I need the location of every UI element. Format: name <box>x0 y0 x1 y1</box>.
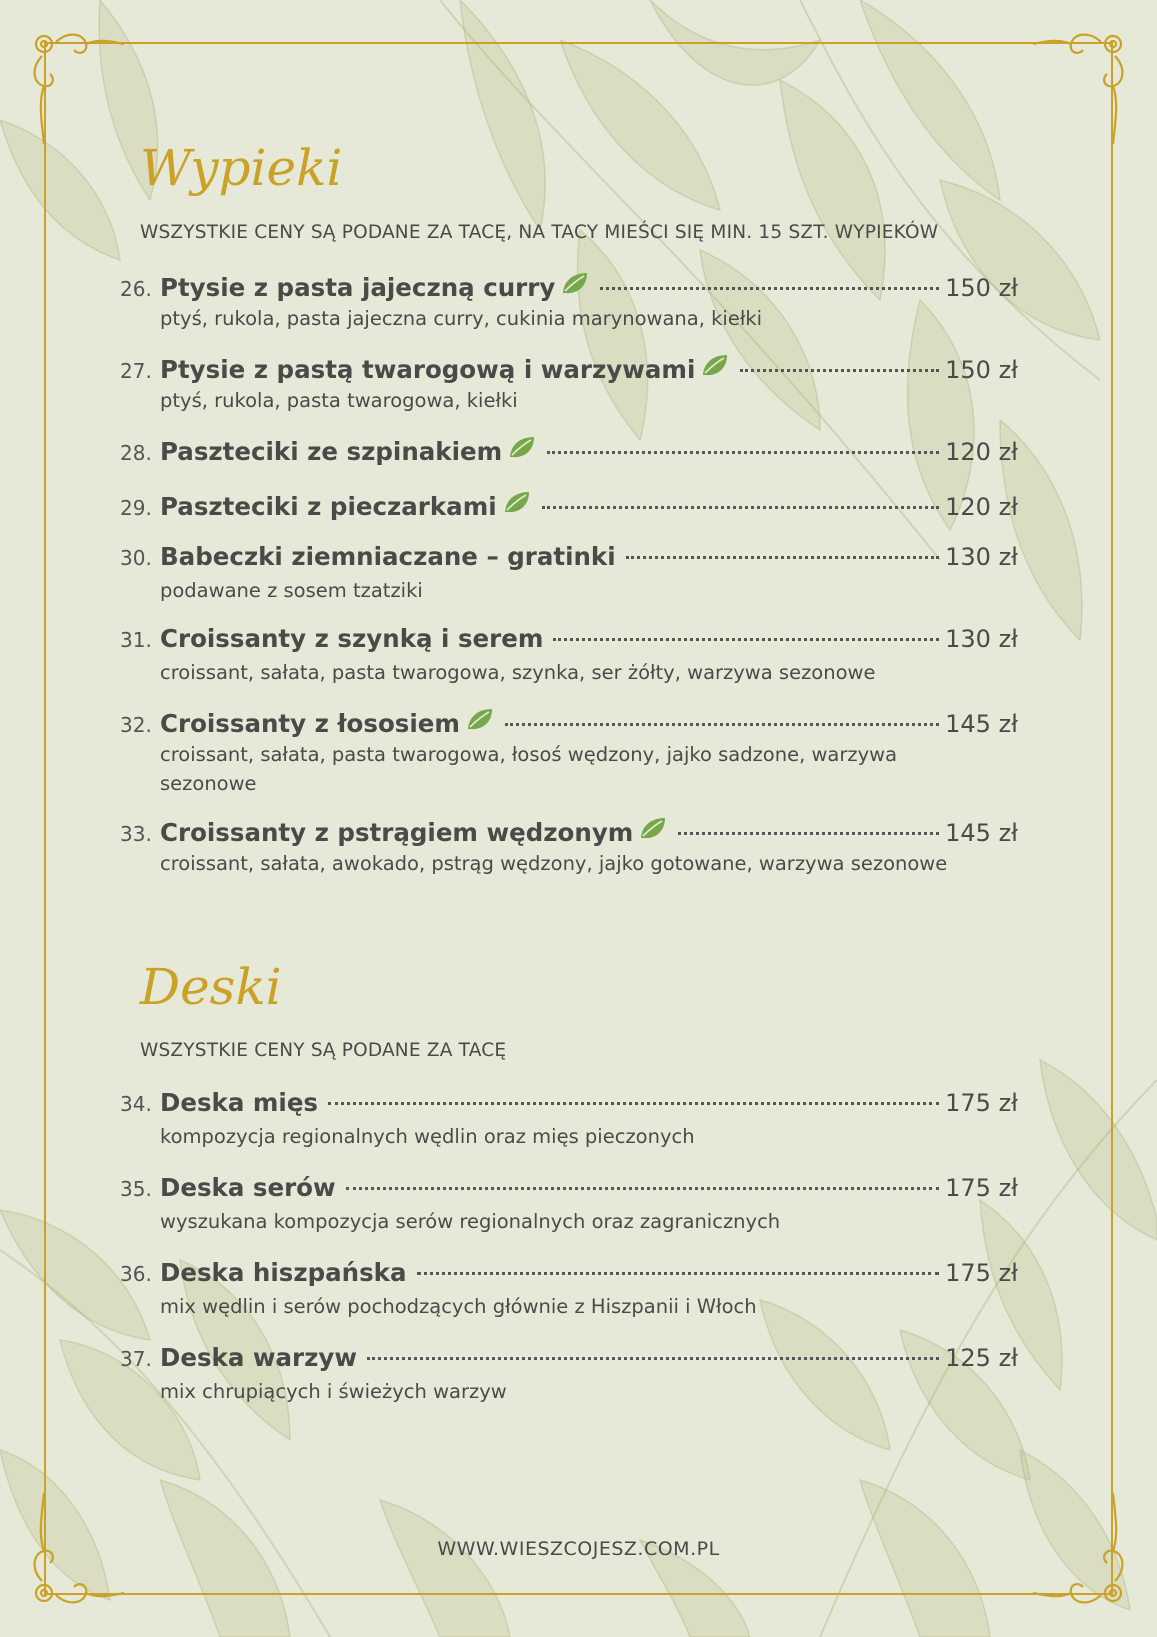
dot-leader <box>328 1102 939 1105</box>
item-number: 36. <box>120 1262 152 1286</box>
menu-item <box>120 815 1018 878</box>
dot-leader <box>417 1272 940 1275</box>
leaf-icon <box>560 270 590 296</box>
item-description: podawane z sosem tzatziki <box>160 579 423 602</box>
section-note-deski: WSZYSTKIE CENY SĄ PODANE ZA TACĘ <box>140 1040 507 1061</box>
item-price: 175 zł <box>945 1089 1018 1117</box>
item-description: wyszukana kompozycja serów regionalnych oraz zagranicznych <box>160 1210 781 1233</box>
dot-leader <box>740 369 939 372</box>
menu-item <box>120 542 1018 605</box>
item-price: 130 zł <box>945 543 1018 571</box>
section-title-deski: Deski <box>140 958 282 1016</box>
item-price: 120 zł <box>945 438 1018 466</box>
item-name: Croissanty z pstrągiem wędzonym <box>160 818 634 847</box>
menu-item <box>120 270 1018 333</box>
item-number: 26. <box>120 277 152 301</box>
menu-item <box>120 1173 1018 1236</box>
leaf-icon <box>700 352 730 378</box>
item-name: Ptysie z pastą twarogową i warzywami <box>160 355 696 384</box>
item-name: Croissanty z łososiem <box>160 709 460 738</box>
item-price: 145 zł <box>945 819 1018 847</box>
menu-item <box>120 1343 1018 1406</box>
item-price: 150 zł <box>945 274 1018 302</box>
dot-leader <box>542 506 940 509</box>
dot-leader <box>367 1357 939 1360</box>
item-description: mix wędlin i serów pochodzących głównie z Hiszpanii i Włoch <box>160 1295 757 1318</box>
section-title-wypieki: Wypieki <box>140 139 343 197</box>
item-name: Croissanty z szynką i serem <box>160 624 544 653</box>
item-price: 145 zł <box>945 710 1018 738</box>
item-price: 175 zł <box>945 1259 1018 1287</box>
item-description: croissant, sałata, pasta twarogowa, łosoś wędzony, jajko sadzone, warzywa sezonowe <box>160 743 898 795</box>
menu-item <box>120 1088 1018 1151</box>
footer-website-link[interactable]: WWW.WIESZCOJESZ.COM.PL <box>437 1538 720 1560</box>
item-number: 35. <box>120 1177 152 1201</box>
item-name: Paszteciki ze szpinakiem <box>160 437 503 466</box>
item-description: kompozycja regionalnych wędlin oraz mięs pieczonych <box>160 1125 695 1148</box>
leaf-icon <box>638 815 668 841</box>
item-price: 120 zł <box>945 493 1018 521</box>
menu-item <box>120 624 1018 687</box>
item-price: 175 zł <box>945 1174 1018 1202</box>
item-number: 30. <box>120 546 152 570</box>
item-number: 34. <box>120 1092 152 1116</box>
leaf-icon <box>507 434 537 460</box>
item-description: mix chrupiących i świeżych warzyw <box>160 1380 507 1403</box>
dot-leader <box>547 451 939 454</box>
menu-item <box>120 352 1018 415</box>
item-name: Deska warzyw <box>160 1343 358 1372</box>
menu-item <box>120 434 1018 468</box>
item-number: 27. <box>120 359 152 383</box>
item-name: Paszteciki z pieczarkami <box>160 492 497 521</box>
menu-item <box>120 489 1018 523</box>
dot-leader <box>600 287 939 290</box>
item-name: Ptysie z pasta jajeczną curry <box>160 273 556 302</box>
item-number: 33. <box>120 822 152 846</box>
item-name: Deska hiszpańska <box>160 1258 407 1287</box>
item-name: Deska serów <box>160 1173 336 1202</box>
item-name: Deska mięs <box>160 1088 319 1117</box>
leaf-icon <box>465 706 495 732</box>
item-description: ptyś, rukola, pasta twarogowa, kiełki <box>160 389 518 412</box>
menu-item <box>120 1258 1018 1321</box>
item-description: croissant, sałata, awokado, pstrąg wędzony, jajko gotowane, warzywa sezonowe <box>160 852 948 875</box>
item-price: 130 zł <box>945 625 1018 653</box>
dot-leader <box>346 1187 940 1190</box>
leaf-icon <box>502 489 532 515</box>
item-number: 37. <box>120 1347 152 1371</box>
item-number: 29. <box>120 496 152 520</box>
item-name: Babeczki ziemniaczane – gratinki <box>160 542 616 571</box>
menu-item <box>120 706 1018 798</box>
item-price: 150 zł <box>945 356 1018 384</box>
dot-leader <box>553 638 939 641</box>
item-number: 31. <box>120 628 152 652</box>
item-description: croissant, sałata, pasta twarogowa, szynka, ser żółty, warzywa sezonowe <box>160 661 876 684</box>
dot-leader <box>626 556 940 559</box>
item-number: 28. <box>120 441 152 465</box>
item-price: 125 zł <box>945 1344 1018 1372</box>
item-number: 32. <box>120 713 152 737</box>
item-description: ptyś, rukola, pasta jajeczna curry, cukinia marynowana, kiełki <box>160 307 763 330</box>
section-note-wypieki: WSZYSTKIE CENY SĄ PODANE ZA TACĘ, NA TACY MIEŚCI SIĘ MIN. 15 SZT. WYPIEKÓW <box>140 222 939 243</box>
dot-leader <box>678 832 939 835</box>
dot-leader <box>505 723 939 726</box>
